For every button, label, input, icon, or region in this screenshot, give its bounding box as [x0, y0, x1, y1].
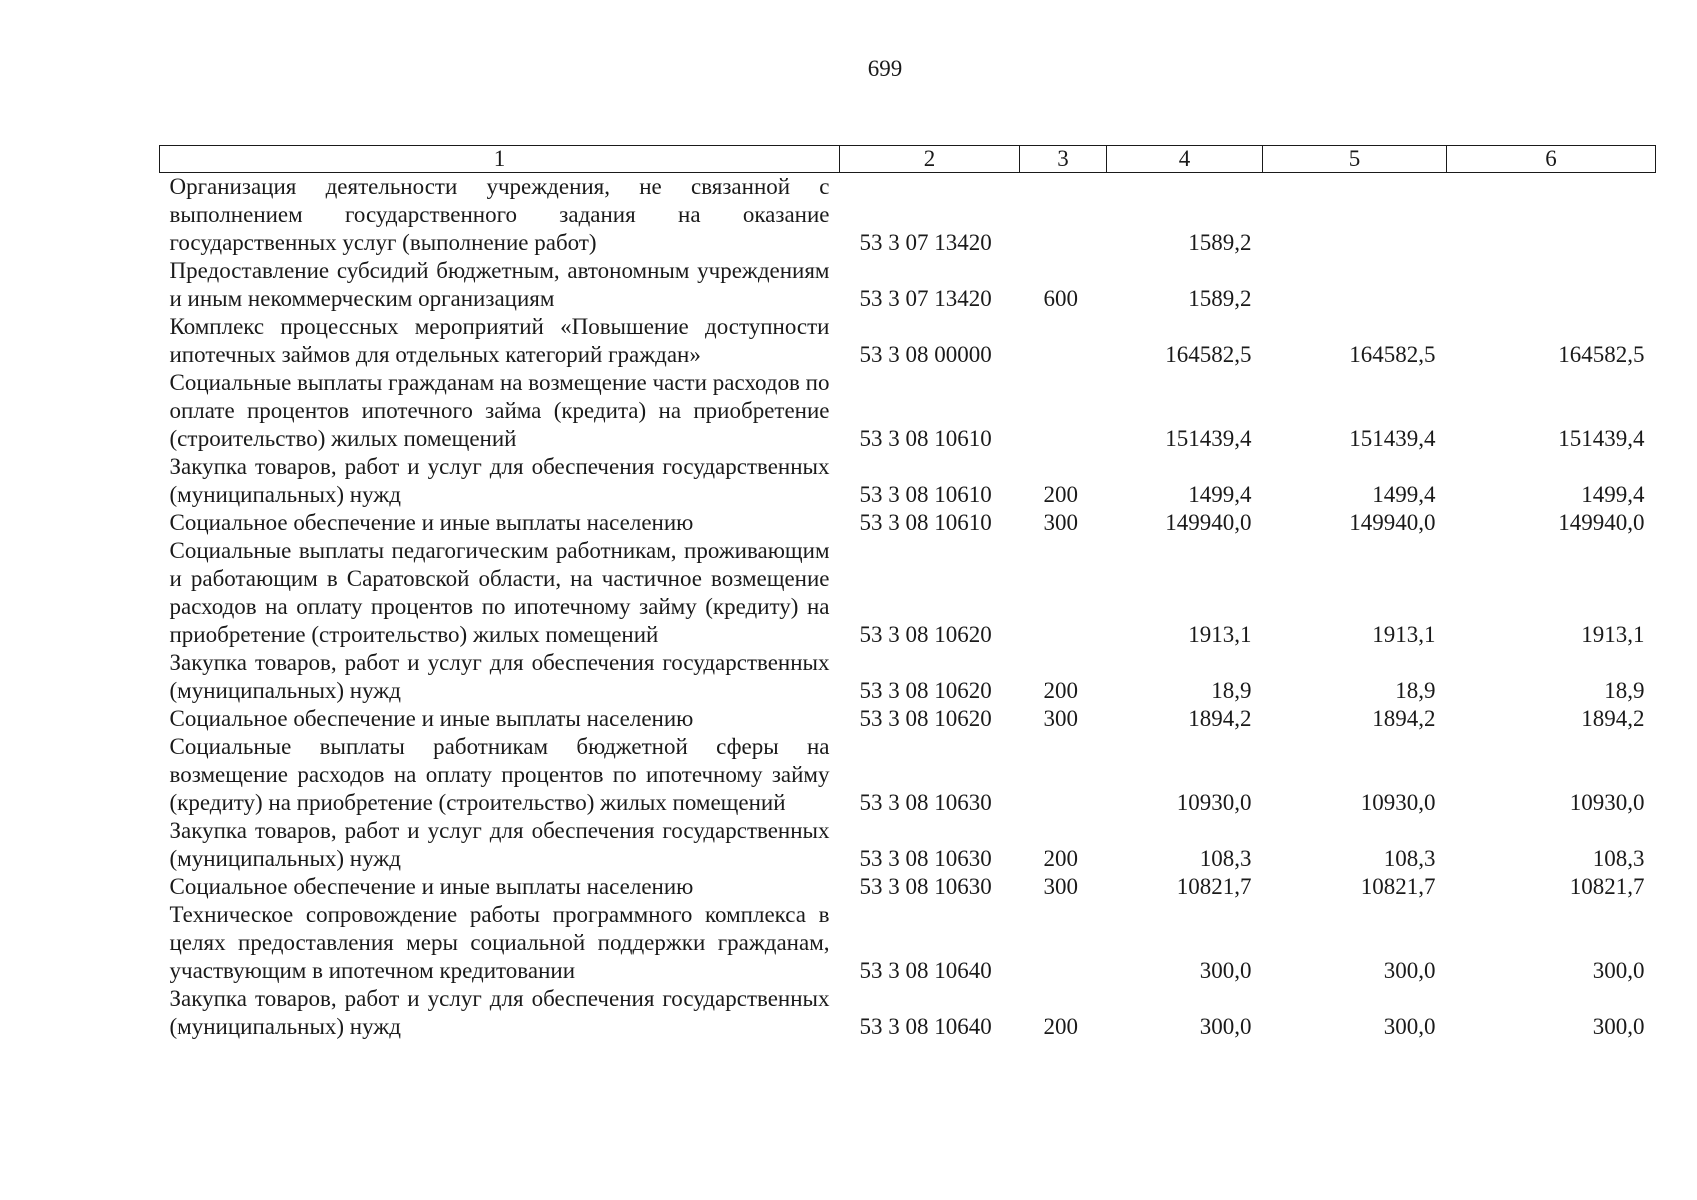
table-row: [160, 705, 1656, 733]
row-value-col-6: 18,9: [1604, 678, 1645, 703]
row-value-col-4: 10821,7: [1176, 874, 1252, 899]
row-value-col-5: 108,3: [1383, 846, 1436, 871]
row-expense-type: [1020, 733, 1107, 817]
table-header: [160, 146, 1656, 173]
row-value-col-6: 300,0: [1592, 1014, 1645, 1039]
row-value-col-5: 1894,2: [1372, 706, 1436, 731]
row-code: 53 3 07 13420: [859, 230, 992, 255]
row-value-col-4: 1499,4: [1188, 482, 1252, 507]
table-row: [160, 873, 1656, 901]
row-value-col-5: 149940,0: [1349, 510, 1436, 535]
header-col-3: 3: [1020, 146, 1107, 173]
row-code: 53 3 08 10630: [859, 874, 992, 899]
header-col-1: 1: [160, 146, 840, 173]
row-name: Закупка товаров, работ и услуг для обеспечения государственных (муниципальных) нужд: [169, 650, 830, 703]
row-value-col-6: [1447, 257, 1656, 313]
header-col-4: 4: [1107, 146, 1263, 173]
row-value-col-5: 300,0: [1383, 1014, 1436, 1039]
row-expense-type: 200: [1043, 678, 1078, 703]
row-value-col-5: 18,9: [1395, 678, 1436, 703]
row-name: Закупка товаров, работ и услуг для обеспечения государственных (муниципальных) нужд: [169, 454, 830, 507]
row-name: Социальные выплаты работникам бюджетной сферы на возмещение расходов на оплату процентов по ипотечному займу (кредиту) на приобретение (строительство) жилых помещений: [169, 734, 830, 815]
table-row: [160, 257, 1656, 313]
row-expense-type: 300: [1043, 874, 1078, 899]
row-name: Комплекс процессных мероприятий «Повышение доступности ипотечных займов для отдельных категорий граждан»: [169, 314, 830, 367]
row-code: 53 3 08 10610: [859, 482, 992, 507]
row-value-col-5: 1913,1: [1372, 622, 1436, 647]
row-name: Закупка товаров, работ и услуг для обеспечения государственных (муниципальных) нужд: [169, 986, 830, 1039]
table-row: [160, 509, 1656, 537]
row-value-col-5: 10821,7: [1360, 874, 1436, 899]
row-value-col-5: [1263, 257, 1447, 313]
row-expense-type: 600: [1043, 286, 1078, 311]
row-code: 53 3 08 10620: [859, 706, 992, 731]
header-col-5: 5: [1263, 146, 1447, 173]
row-value-col-6: 149940,0: [1558, 510, 1645, 535]
row-code: 53 3 08 00000: [859, 342, 992, 367]
row-expense-type: 300: [1043, 706, 1078, 731]
row-value-col-5: 164582,5: [1349, 342, 1436, 367]
budget-table: [159, 145, 1656, 1041]
row-value-col-6: 1499,4: [1581, 482, 1645, 507]
header-col-6: 6: [1447, 146, 1656, 173]
row-expense-type: 200: [1043, 846, 1078, 871]
table-row: [160, 985, 1656, 1041]
row-name: Социальное обеспечение и иные выплаты населению: [169, 706, 694, 731]
row-expense-type: [1020, 173, 1107, 258]
row-expense-type: 200: [1043, 482, 1078, 507]
row-expense-type: [1020, 537, 1107, 649]
row-value-col-6: 300,0: [1592, 958, 1645, 983]
table-row: [160, 733, 1656, 817]
row-value-col-5: 10930,0: [1360, 790, 1436, 815]
row-expense-type: [1020, 901, 1107, 985]
table-row: [160, 453, 1656, 509]
table-body: [160, 173, 1656, 1042]
row-name: Техническое сопровождение работы программного комплекса в целях предоставления меры социальной поддержки гражданам, участвующим в ипотечном кредитовании: [169, 902, 830, 983]
row-value-col-6: 164582,5: [1558, 342, 1645, 367]
row-code: 53 3 08 10640: [859, 958, 992, 983]
row-value-col-6: 10821,7: [1569, 874, 1645, 899]
row-code: 53 3 08 10610: [859, 426, 992, 451]
row-value-col-5: 300,0: [1383, 958, 1436, 983]
row-name: Закупка товаров, работ и услуг для обеспечения государственных (муниципальных) нужд: [169, 818, 830, 871]
table-row: [160, 817, 1656, 873]
row-value-col-4: 164582,5: [1165, 342, 1252, 367]
row-value-col-4: 10930,0: [1176, 790, 1252, 815]
row-expense-type: 300: [1043, 510, 1078, 535]
row-value-col-5: [1263, 173, 1447, 258]
row-code: 53 3 08 10640: [859, 1014, 992, 1039]
table-row: [160, 313, 1656, 369]
row-code: 53 3 07 13420: [859, 286, 992, 311]
row-name: Социальные выплаты гражданам на возмещение части расходов по оплате процентов ипотечного займа (кредита) на приобретение (строительство) жилых помещений: [169, 370, 830, 451]
table-row: [160, 649, 1656, 705]
row-name: Предоставление субсидий бюджетным, автономным учреждениям и иным некоммерческим организациям: [169, 258, 830, 311]
row-value-col-4: 1589,2: [1188, 286, 1252, 311]
row-value-col-6: 1913,1: [1581, 622, 1645, 647]
row-name: Социальное обеспечение и иные выплаты населению: [169, 874, 694, 899]
row-value-col-5: 1499,4: [1372, 482, 1436, 507]
row-value-col-6: 1894,2: [1581, 706, 1645, 731]
row-code: 53 3 08 10620: [859, 622, 992, 647]
row-expense-type: [1020, 313, 1107, 369]
row-name: Организация деятельности учреждения, не связанной с выполнением государственного задания на оказание государственных услуг (выполнение работ): [169, 174, 830, 255]
row-name: Социальное обеспечение и иные выплаты населению: [169, 510, 694, 535]
row-expense-type: 200: [1043, 1014, 1078, 1039]
header-col-2: 2: [840, 146, 1020, 173]
table-row: [160, 537, 1656, 649]
row-name: Социальные выплаты педагогическим работникам, проживающим и работающим в Саратовской области, на частичное возмещение расходов на оплату процентов по ипотечному займу (кредиту) на приобретение (строительство) жилых помещений: [169, 538, 830, 647]
table-row: [160, 369, 1656, 453]
row-expense-type: [1020, 369, 1107, 453]
row-value-col-6: [1447, 173, 1656, 258]
row-value-col-4: 151439,4: [1165, 426, 1252, 451]
row-value-col-4: 18,9: [1211, 678, 1252, 703]
row-value-col-5: 151439,4: [1349, 426, 1436, 451]
row-value-col-6: 151439,4: [1558, 426, 1645, 451]
table-row: [160, 901, 1656, 985]
table-row: [160, 173, 1656, 258]
row-value-col-4: 1589,2: [1188, 230, 1252, 255]
row-code: 53 3 08 10630: [859, 790, 992, 815]
page-number: 699: [867, 56, 903, 81]
row-code: 53 3 08 10620: [859, 678, 992, 703]
row-value-col-6: 10930,0: [1569, 790, 1645, 815]
header-row: [160, 146, 1656, 173]
row-value-col-6: 108,3: [1592, 846, 1645, 871]
row-code: 53 3 08 10610: [859, 510, 992, 535]
row-value-col-4: 1894,2: [1188, 706, 1252, 731]
row-value-col-4: 108,3: [1199, 846, 1252, 871]
row-value-col-4: 300,0: [1199, 1014, 1252, 1039]
row-value-col-4: 149940,0: [1165, 510, 1252, 535]
row-value-col-4: 300,0: [1199, 958, 1252, 983]
row-value-col-4: 1913,1: [1188, 622, 1252, 647]
row-code: 53 3 08 10630: [859, 846, 992, 871]
